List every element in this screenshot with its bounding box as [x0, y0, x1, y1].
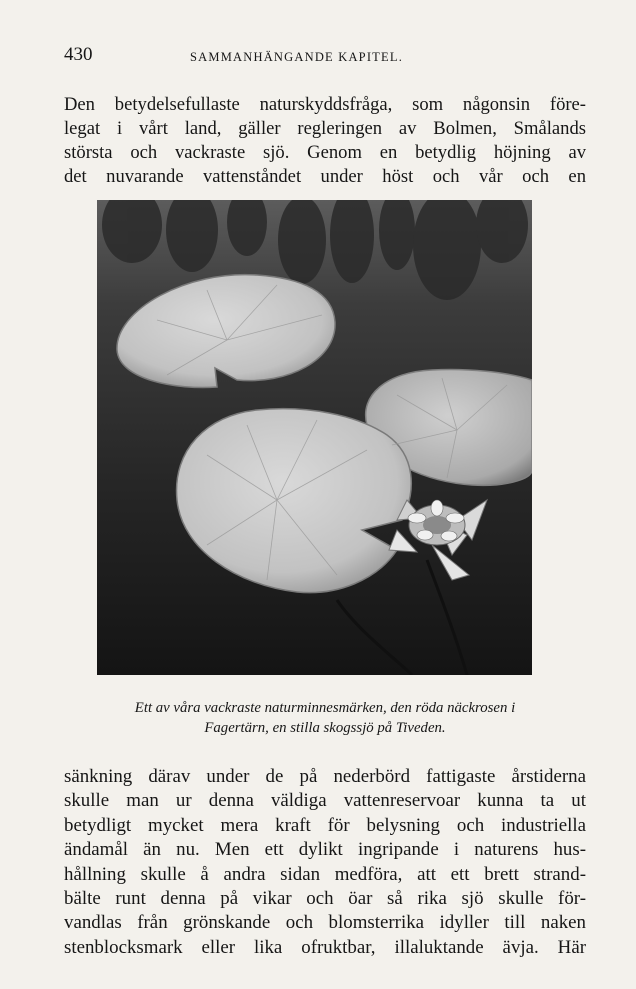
page-number: 430: [64, 44, 93, 65]
page-header: [64, 44, 578, 66]
caption-line: Ett av våra vackraste naturminnesmärken, den röda näckrosen i: [134, 700, 516, 716]
top-paragraph: [64, 93, 586, 189]
text-line: Den betydelsefullaste naturskyddsfråga, som någonsin före-: [64, 94, 586, 115]
photo-caption: [64, 698, 586, 738]
text-line: betydligt mycket mera kraft för belysning och industriella: [64, 814, 586, 836]
text-line: vandlas från grönskande och blomsterrika idyller till naken: [64, 912, 586, 934]
water-lily-photo: [97, 200, 532, 675]
caption-line: Fagertärn, en stilla skogssjö på Tiveden.: [204, 720, 446, 736]
text-line: hållning skulle å andra sidan medföra, att ett brett strand-: [64, 863, 586, 885]
text-line: bälte runt denna på vikar och öar så rika sjö skulle för-: [64, 888, 586, 910]
text-line: det nuvarande vattenståndet under höst och vår och en: [64, 166, 586, 187]
running-head: SAMMANHÄNGANDE KAPITEL.: [190, 50, 404, 64]
text-line: legat i vårt land, gäller regleringen av Bolmen, Smålands: [64, 118, 586, 139]
text-line: ändamål än nu. Men ett dylikt ingripande i naturens hus-: [64, 839, 586, 861]
text-line: stenblocksmark eller lika ofruktbar, illaluktande ävja. Här: [64, 936, 586, 958]
water-lily-illustration: [97, 200, 532, 675]
text-line: sänkning därav under de på nederbörd fattigaste årstiderna: [64, 766, 586, 787]
bottom-paragraph: [64, 765, 586, 960]
text-line: skulle man ur denna väldiga vattenreservoar kunna ta ut: [64, 790, 586, 812]
text-line: största och vackraste sjö. Genom en betydlig höjning av: [64, 142, 586, 163]
